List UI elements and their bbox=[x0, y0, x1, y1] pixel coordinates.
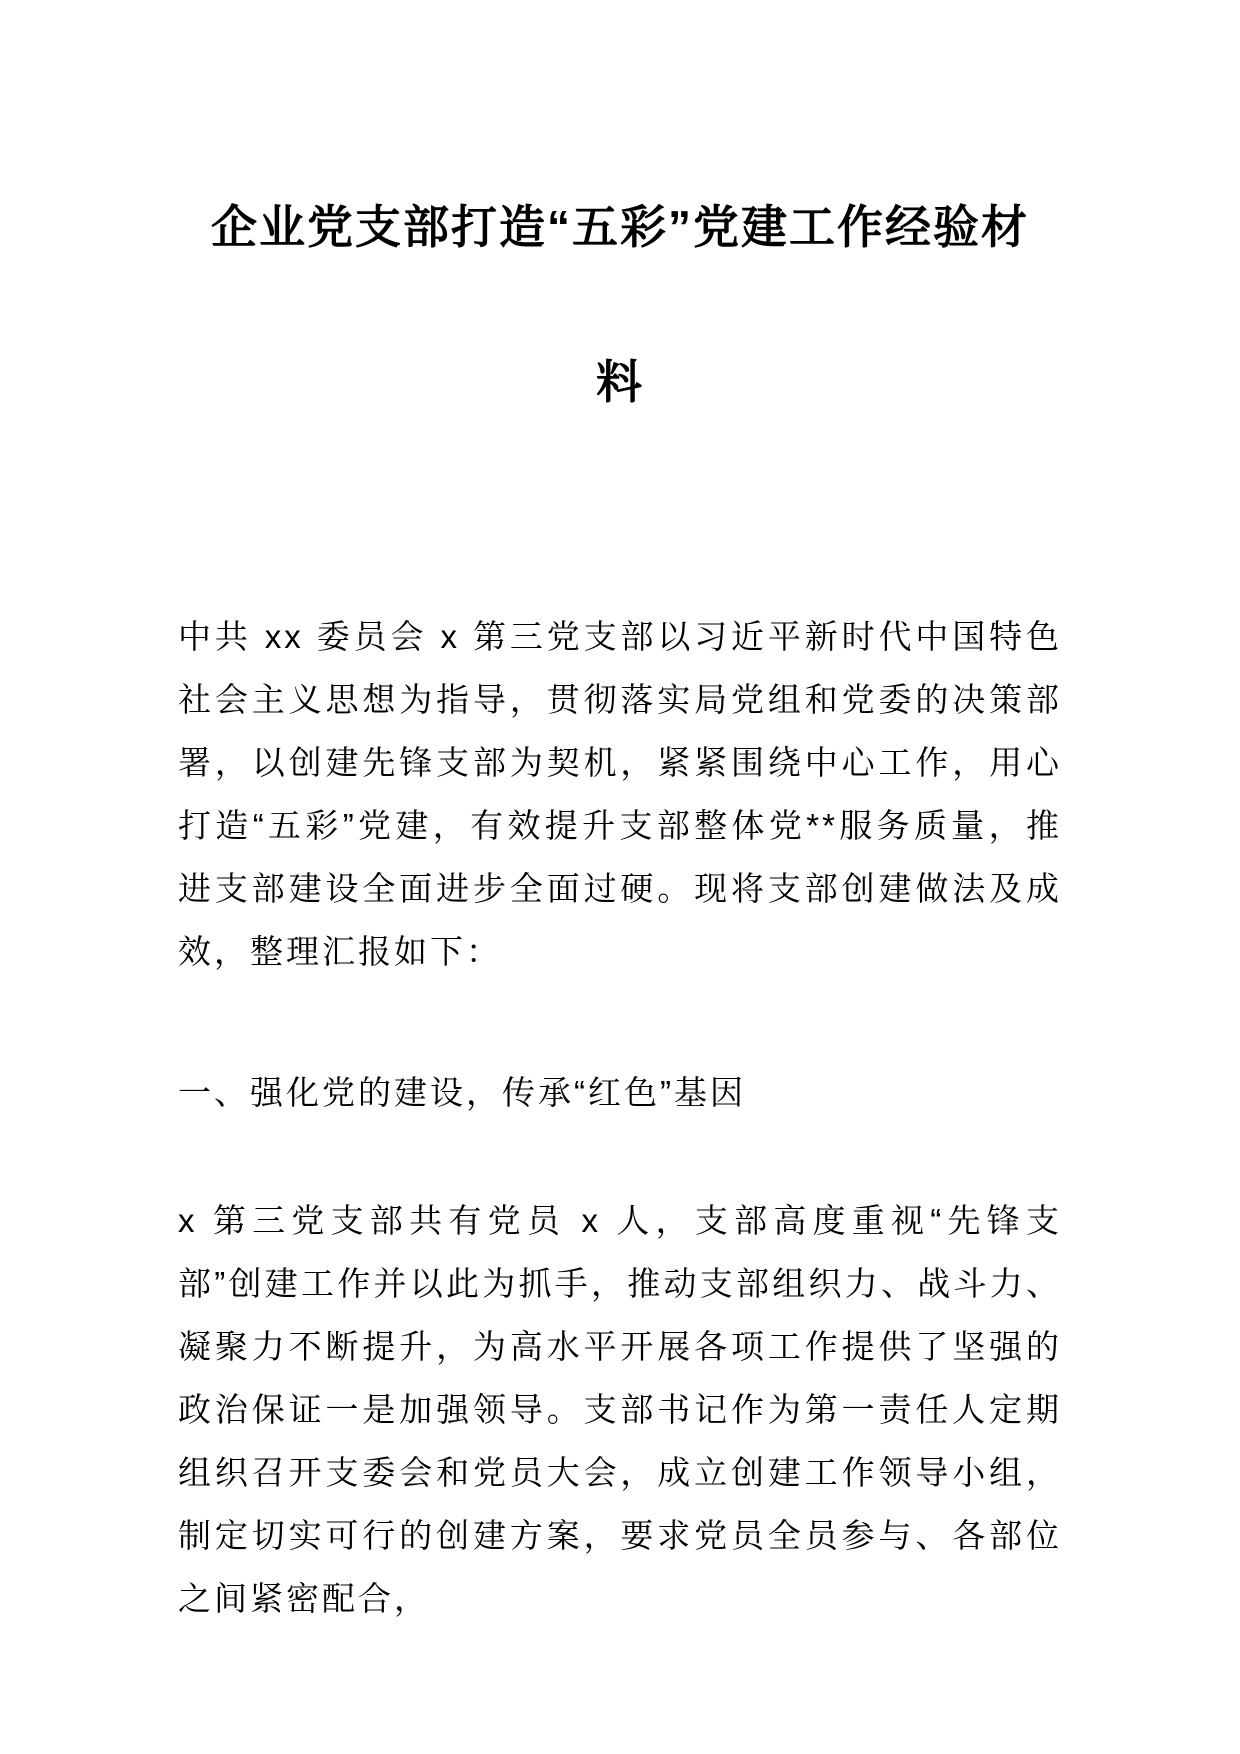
paragraph-intro: 中共 xx 委员会 x 第三党支部以习近平新时代中国特色社会主义思想为指导，贯彻落实局党组和党委的决策部署，以创建先锋支部为契机，紧紧围绕中心工作，用心打造“五彩”党建，有效提升支部整体党**服务质量，推进支部建设全面进步全面过硬。现将支部创建做法及成效，整理汇报如下： bbox=[178, 618, 1062, 970]
document-title-line-2: 料 bbox=[596, 356, 644, 408]
section-heading-1: 一、强化党的建设，传承“红色”基因 bbox=[178, 1074, 746, 1111]
document-title-line-1: 企业党支部打造“五彩”党建工作经验材 bbox=[211, 201, 1029, 253]
paragraph-section-1: x 第三党支部共有党员 x 人，支部高度重视“先锋支部”创建工作并以此为抓手，推动支部组织力、战斗力、凝聚力不断提升，为高水平开展各项工作提供了坚强的政治保证一是加强领导。支部书记作为第一责任人定期组织召开支委会和党员大会，成立创建工作领导小组，制定切实可行的创建方案，要求党员全员参与、各部位之间紧密配合， bbox=[178, 1202, 1062, 1617]
document-title bbox=[178, 150, 1062, 460]
